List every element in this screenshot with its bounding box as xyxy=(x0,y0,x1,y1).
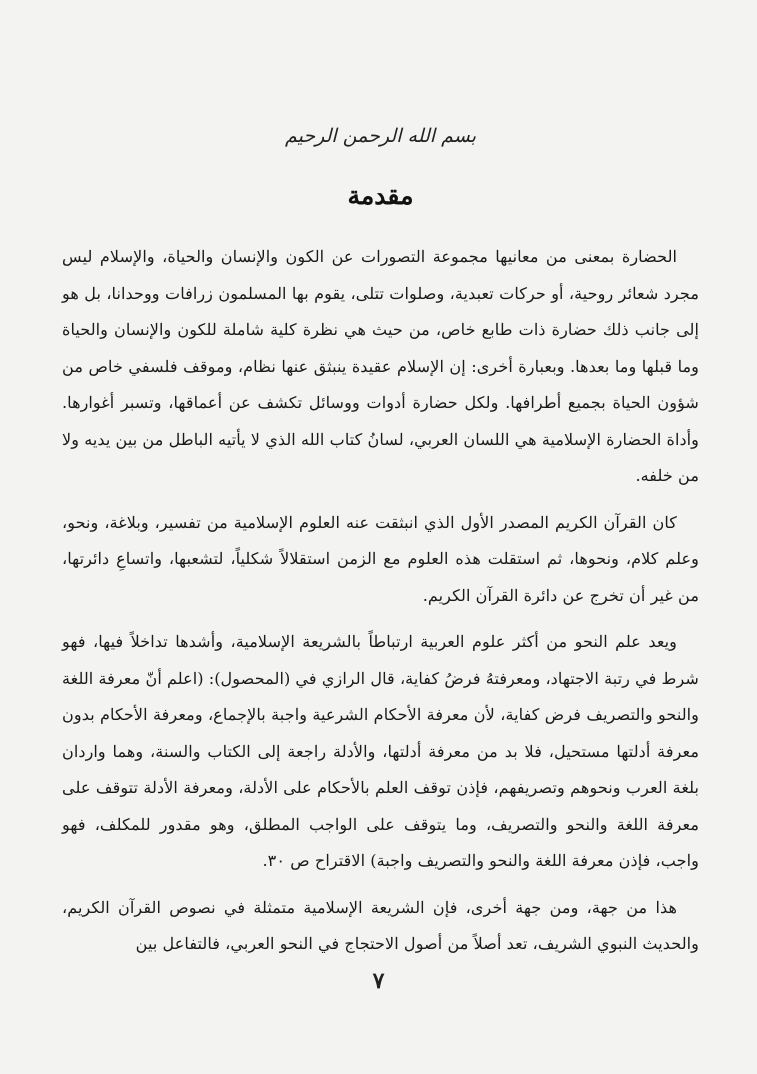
basmala: بسم الله الرحمن الرحيم xyxy=(285,125,476,147)
page-number: ٧ xyxy=(372,968,385,994)
paragraph-sharia: هذا من جهة، ومن جهة أخرى، فإن الشريعة الإسلامية متمثلة في نصوص القرآن الكريم، والحديث النبوي الشريف، تعد أصلاً من أصول الاحتجاج في النحو العربي، فالتفاعل بين xyxy=(62,897,699,953)
paragraph-grammar: ويعد علم النحو من أكثر علوم العربية ارتباطاً بالشريعة الإسلامية، وأشدها تداخلاً فيها، فهو شرط في رتبة الاجتهاد، ومعرفتهُ فرضُ كفاية، قال الرازي في (المحصول): (اعلم أنّ معرفة اللغة والنحو والتصريف فرض كفاية، لأن معرفة الأحكام الشرعية واجبة بالإجماع، ومعرفة الأحكام بدون معرفة أدلتها مستحيل، فلا بد من معرفة أدلتها، والأدلة راجعة إلى الكتاب والسنة، وهما واردان بلغة العرب ونحوهم وتصريفهم، فإذن توقف العلم بالأحكام على الأدلة، ومعرفة الأدلة تتوقف على معرفة اللغة والنحو والتصريف، وما يتوقف على الواجب المطلق، وهو مقدور للمكلف، فهو واجب، فإذن معرفة اللغة والنحو والتصريف واجبة) الاقتراح ص ٣٠. xyxy=(62,632,699,870)
paragraph-civilization: الحضارة بمعنى من معانيها مجموعة التصورات عن الكون والإنسان والحياة، والإسلام ليس مجرد شعائر روحية، أو حركات تعبدية، وصلوات تتلى، يقوم بها المسلمون زرافات ووحدانا، بل هو إلى جانب ذلك حضارة ذات طابع خاص، من حيث هي نظرة كلية شاملة للكون والإنسان والحياة وما قبلها وما بعدها. وبعبارة أخرى: إن الإسلام عقيدة ينبثق عنها نظام، وموقف فلسفي خاص من شؤون الحياة بجميع أطرافها. ولكل حضارة أدوات ووسائل تكشف عن أعماقها، وتسبر أغوارها. وأداة الحضارة الإسلامية هي اللسان العربي، لسانُ كتاب الله الذي لا يأتيه الباطل من بين يديه ولا من خلفه. xyxy=(62,247,699,485)
paragraph-quran-sciences: كان القرآن الكريم المصدر الأول الذي انبثقت عنه العلوم الإسلامية من تفسير، وبلاغة، ونحو، وعلم كلام، ونحوها، ثم استقلت هذه العلوم مع الزمن استقلالاً شكلياً، لتشعبها، واتساعِ دائرتها، من غير أن تخرج عن دائرة القرآن الكريم. xyxy=(62,512,699,605)
page-title: مقدمة xyxy=(347,181,414,210)
body-text xyxy=(62,239,699,963)
